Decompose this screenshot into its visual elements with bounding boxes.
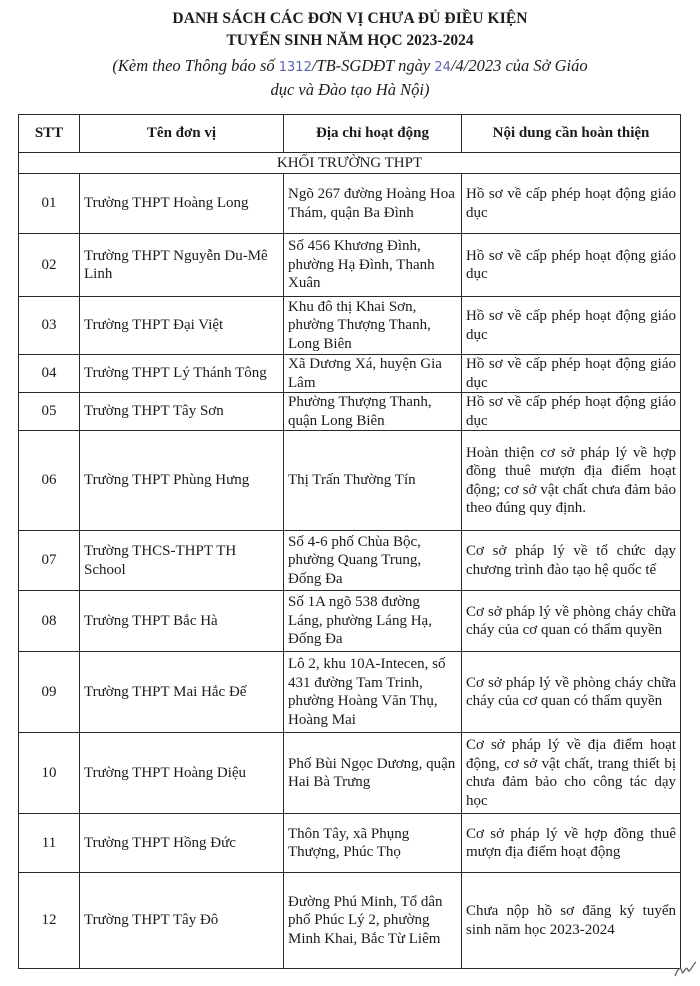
group-row: [19, 153, 681, 174]
notice-number: 1312: [278, 60, 312, 75]
table-header-row: [19, 115, 681, 153]
cell-name: Trường THPT Phùng Hưng: [80, 431, 284, 531]
table-row: [19, 234, 681, 297]
table-row: [19, 531, 681, 591]
cell-stt: 05: [19, 393, 80, 431]
subtitle-part2: /TB-SGDĐT ngày: [311, 56, 435, 75]
cell-stt: 02: [19, 234, 80, 297]
cell-address: Lô 2, khu 10A-Intecen, số 431 đường Tam Trinh, phường Hoàng Văn Thụ, Hoàng Mai: [284, 652, 462, 733]
cell-content: Hồ sơ về cấp phép hoạt động giáo dục: [462, 355, 681, 393]
table-row: [19, 652, 681, 733]
cell-name: Trường THPT Hoàng Long: [80, 174, 284, 234]
cell-content: Hồ sơ về cấp phép hoạt động giáo dục: [462, 393, 681, 431]
cell-address: Thị Trấn Thường Tín: [284, 431, 462, 531]
cell-stt: 04: [19, 355, 80, 393]
unit-list-table: [18, 114, 681, 969]
table-row: [19, 355, 681, 393]
cell-content: Cơ sở pháp lý về địa điểm hoạt động, cơ sở vật chất, trang thiết bị chưa đảm bảo cho công tác dạy học: [462, 733, 681, 814]
document-title-line1: DANH SÁCH CÁC ĐƠN VỊ CHƯA ĐỦ ĐIỀU KIỆN: [172, 10, 528, 27]
cell-content: Cơ sở pháp lý về hợp đồng thuê mượn địa điểm hoạt động: [462, 814, 681, 873]
cell-address: Xã Dương Xá, huyện Gia Lâm: [284, 355, 462, 393]
cell-address: Khu đô thị Khai Sơn, phường Thượng Thanh, Long Biên: [284, 297, 462, 355]
cell-stt: 06: [19, 431, 80, 531]
cell-name: Trường THPT Nguyễn Du-Mê Linh: [80, 234, 284, 297]
cell-content: Hồ sơ về cấp phép hoạt động giáo dục: [462, 297, 681, 355]
table-row: [19, 733, 681, 814]
col-header-content: Nội dung cần hoàn thiện: [462, 115, 681, 153]
cell-stt: 07: [19, 531, 80, 591]
cell-name: Trường THPT Mai Hắc Đế: [80, 652, 284, 733]
table-row: [19, 174, 681, 234]
group-label: KHỐI TRƯỜNG THPT: [19, 153, 681, 174]
cell-stt: 01: [19, 174, 80, 234]
cell-name: Trường THPT Bắc Hà: [80, 591, 284, 652]
col-header-address: Địa chỉ hoạt động: [284, 115, 462, 153]
cell-address: Ngõ 267 đường Hoàng Hoa Thám, quận Ba Đình: [284, 174, 462, 234]
cell-content: Hồ sơ về cấp phép hoạt động giáo dục: [462, 234, 681, 297]
cell-content: Cơ sở pháp lý về phòng cháy chữa cháy của cơ quan có thẩm quyền: [462, 591, 681, 652]
cell-stt: 10: [19, 733, 80, 814]
initials-signature-mark: [672, 956, 698, 982]
cell-content: Cơ sở pháp lý về tổ chức dạy chương trình đào tạo hệ quốc tế: [462, 531, 681, 591]
cell-stt: 09: [19, 652, 80, 733]
cell-name: Trường THPT Lý Thánh Tông: [80, 355, 284, 393]
cell-stt: 03: [19, 297, 80, 355]
notice-day: 24: [434, 60, 451, 75]
table-row: [19, 393, 681, 431]
col-header-name: Tên đơn vị: [80, 115, 284, 153]
table-row: [19, 814, 681, 873]
cell-address: Số 4-6 phố Chùa Bộc, phường Quang Trung, Đống Đa: [284, 531, 462, 591]
cell-address: Phường Thượng Thanh, quận Long Biên: [284, 393, 462, 431]
cell-address: Thôn Tây, xã Phụng Thượng, Phúc Thọ: [284, 814, 462, 873]
cell-content: Chưa nộp hồ sơ đăng ký tuyển sinh năm học 2023-2024: [462, 873, 681, 969]
table-row: [19, 873, 681, 969]
table-row: [19, 591, 681, 652]
cell-address: Phố Bùi Ngọc Dương, quận Hai Bà Trưng: [284, 733, 462, 814]
cell-name: Trường THCS-THPT TH School: [80, 531, 284, 591]
cell-content: Hồ sơ về cấp phép hoạt động giáo dục: [462, 174, 681, 234]
cell-address: Đường Phú Minh, Tổ dân phố Phúc Lý 2, phường Minh Khai, Bắc Từ Liêm: [284, 873, 462, 969]
cell-name: Trường THPT Đại Việt: [80, 297, 284, 355]
cell-name: Trường THPT Hoàng Diệu: [80, 733, 284, 814]
cell-stt: 08: [19, 591, 80, 652]
cell-content: Cơ sở pháp lý về phòng cháy chữa cháy của cơ quan có thẩm quyền: [462, 652, 681, 733]
document-subtitle-line2: dục và Đào tạo Hà Nội): [270, 80, 430, 99]
cell-stt: 11: [19, 814, 80, 873]
cell-content: Hoàn thiện cơ sở pháp lý về hợp đồng thuê mượn địa điểm hoạt động; cơ sở vật chất chưa đảm bảo theo đúng quy định.: [462, 431, 681, 531]
table-row: [19, 297, 681, 355]
cell-stt: 12: [19, 873, 80, 969]
table-row: [19, 431, 681, 531]
cell-name: Trường THPT Tây Sơn: [80, 393, 284, 431]
cell-address: Số 456 Khương Đình, phường Hạ Đình, Thanh Xuân: [284, 234, 462, 297]
cell-address: Số 1A ngõ 538 đường Láng, phường Láng Hạ, Đống Đa: [284, 591, 462, 652]
col-header-stt: STT: [19, 115, 80, 153]
subtitle-part3: /4/2023 của Sở Giáo: [450, 56, 588, 75]
document-title-line2: TUYỂN SINH NĂM HỌC 2023-2024: [226, 32, 474, 49]
document-subtitle-line1: [0, 56, 700, 76]
cell-name: Trường THPT Hồng Đức: [80, 814, 284, 873]
subtitle-part1: (Kèm theo Thông báo số: [112, 56, 279, 75]
cell-name: Trường THPT Tây Đô: [80, 873, 284, 969]
